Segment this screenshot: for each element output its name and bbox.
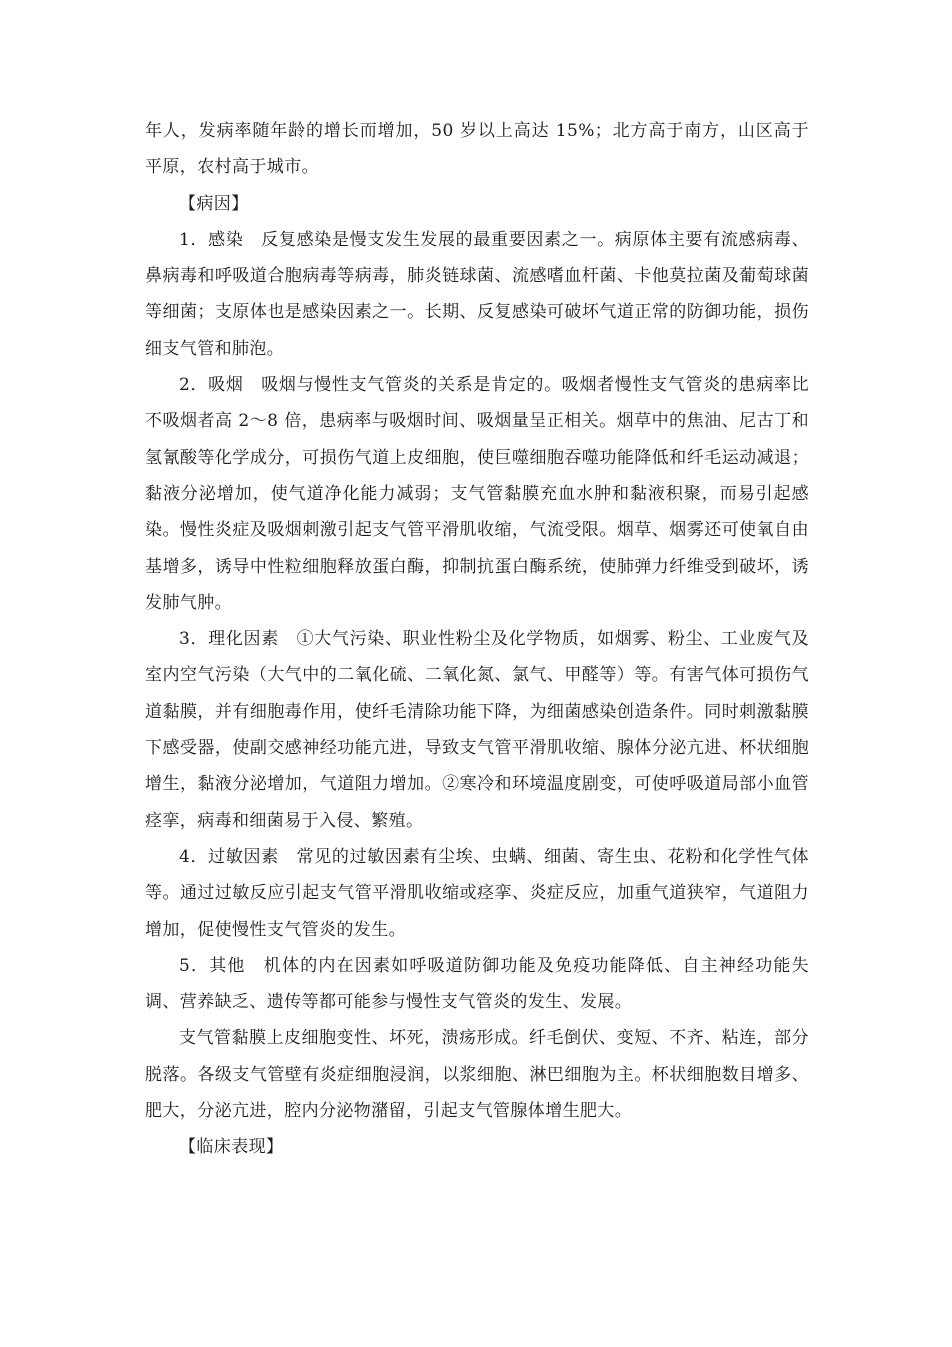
paragraph-smoking: 2．吸烟 吸烟与慢性支气管炎的关系是肯定的。吸烟者慢性支气管炎的患病率比不吸烟者高 2～8 倍，患病率与吸烟时间、吸烟量呈正相关。烟草中的焦油、尼古丁和氢氰酸等化学成分，可损伤气道上皮细胞，使巨噬细胞吞噬功能降低和纤毛运动减退；黏液分泌增加，使气道净化能力减弱；支气管黏膜充血水肿和黏液积聚，而易引起感染。慢性炎症及吸烟刺激引起支气管平滑肌收缩，气流受限。烟草、烟雾还可使氧自由基增多，诱导中性粒细胞释放蛋白酶，抑制抗蛋白酶系统，使肺弹力纤维受到破坏，诱发肺气肿。 <box>145 375 809 613</box>
paragraph-infection: 1．感染 反复感染是慢支发生发展的最重要因素之一。病原体主要有流感病毒、鼻病毒和呼吸道合胞病毒等病毒，肺炎链球菌、流感嗜血杆菌、卡他莫拉菌及葡萄球菌等细菌；支原体也是感染因素之一。长期、反复感染可破坏气道正常的防御功能，损伤细支气管和肺泡。 <box>145 229 809 359</box>
paragraph-physicochemical-factors: 3．理化因素 ①大气污染、职业性粉尘及化学物质，如烟雾、粉尘、工业废气及室内空气污染（大气中的二氧化硫、二氧化氮、氯气、甲醛等）等。有害气体可损伤气道黏膜，并有细胞毒作用，使纤毛清除功能下降，为细菌感染创造条件。同时刺激黏膜下感受器，使副交感神经功能亢进，导致支气管平滑肌收缩、腺体分泌亢进、杯状细胞增生，黏液分泌增加，气道阻力增加。②寒冷和环境温度剧变，可使呼吸道局部小血管痉挛，病毒和细菌易于入侵、繁殖。 <box>145 629 809 831</box>
paragraph-continuation: 年人，发病率随年龄的增长而增加，50 岁以上高达 15%；北方高于南方，山区高于平原，农村高于城市。 <box>145 121 809 178</box>
paragraph-other-factors: 5．其他 机体的内在因素如呼吸道防御功能及免疫功能降低、自主神经功能失调、营养缺乏、遗传等都可能参与慢性支气管炎的发生、发展。 <box>145 955 809 1013</box>
paragraph-allergy-factors: 4．过敏因素 常见的过敏因素有尘埃、虫螨、细菌、寄生虫、花粉和化学性气体等。通过过敏反应引起支气管平滑肌收缩或痉挛、炎症反应，加重气道狭窄，气道阻力增加，促使慢性支气管炎的发生。 <box>145 846 809 940</box>
section-heading-etiology: 【病因】 <box>179 193 249 214</box>
section-heading-clinical-manifestations: 【临床表现】 <box>179 1137 284 1158</box>
document-page <box>145 113 809 1166</box>
paragraph-pathology: 支气管黏膜上皮细胞变性、坏死，溃疡形成。纤毛倒伏、变短、不齐、粘连，部分脱落。各级支气管壁有炎症细胞浸润，以浆细胞、淋巴细胞为主。杯状细胞数目增多、肥大，分泌亢进，腔内分泌物潴留，引起支气管腺体增生肥大。 <box>145 1028 809 1122</box>
